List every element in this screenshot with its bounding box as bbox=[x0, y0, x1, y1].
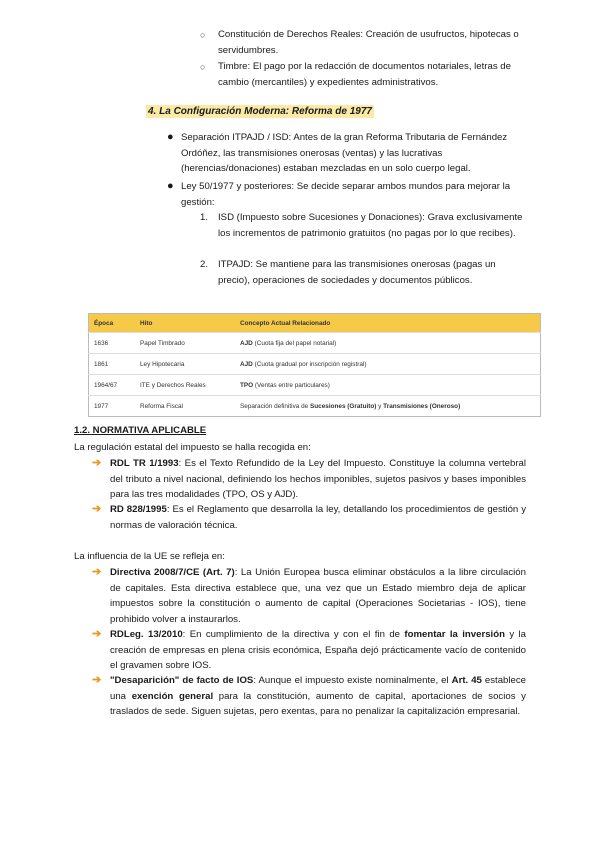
section-heading: 4. La Configuración Moderna: Reforma de 1977 bbox=[148, 106, 372, 117]
table-row: 1636 Papel Timbrado AJD (Cuota fija del papel notarial) bbox=[89, 333, 541, 354]
arrow-right-icon: ➔ bbox=[92, 503, 102, 515]
column-header: Concepto Actual Relacionado bbox=[235, 314, 541, 333]
list-item: ITPAJD: Se mantiene para las transmisiones onerosas (pagas un precio), operaciones de sociedades y documentos públicos. bbox=[218, 259, 496, 286]
circle-bullet-icon: ○ bbox=[200, 30, 206, 40]
table-row: 1977 Reforma Fiscal Separación definitiva de Sucesiones (Gratuito) y Transmisiones (Oneroso) bbox=[89, 396, 541, 417]
paragraph: La regulación estatal del impuesto se halla recogida en: bbox=[74, 442, 311, 453]
arrow-right-icon: ➔ bbox=[92, 628, 102, 640]
list-item: Directiva 2008/7/CE (Art. 7): La Unión Europea busca eliminar obstáculos a la libre circulación de capitales. Esta directiva establece que, una vez que un Estado miembro deja de aplicar impuestos sobre la constitución o aumento de capital (Operaciones Societarias - IOS), tiene prohibido volver a instaurarlos. bbox=[110, 567, 526, 625]
arrow-right-icon: ➔ bbox=[92, 457, 102, 469]
list-item: RDLeg. 13/2010: En cumplimiento de la directiva y con el fin de fomentar la inversión y la creación de empresas en plena crisis económica, España dejó prácticamente vacío de contenido el gravamen sobre IOS. bbox=[110, 629, 527, 671]
column-header: Hito bbox=[135, 314, 235, 333]
table-header-row bbox=[89, 314, 541, 333]
bullet-icon: ● bbox=[167, 131, 174, 143]
column-header: Época bbox=[89, 314, 136, 333]
arrow-right-icon: ➔ bbox=[92, 674, 102, 686]
list-item: Ley 50/1977 y posteriores: Se decide separar ambos mundos para mejorar la gestión: bbox=[181, 181, 511, 208]
list-item: Timbre: El pago por la redacción de documentos notariales, letras de cambio (mercantiles) y expedientes administrativos. bbox=[218, 61, 511, 88]
list-item: RD 828/1995: Es el Reglamento que desarrolla la ley, detallando los procedimientos de gestión y normas de valoración técnica. bbox=[110, 504, 527, 531]
paragraph: La influencia de la UE se refleja en: bbox=[74, 551, 225, 562]
table-row: 1964/67 ITE y Derechos Reales TPO (Ventas entre particulares) bbox=[89, 375, 541, 396]
list-item: ISD (Impuesto sobre Sucesiones y Donaciones): Grava exclusivamente los incrementos de patrimonio gratuitos (no pagas por lo que recibes). bbox=[218, 212, 523, 239]
list-number: 2. bbox=[200, 259, 209, 270]
table-row: 1861 Ley Hipotecaria AJD (Cuota gradual por inscripción registral) bbox=[89, 354, 541, 375]
arrow-right-icon: ➔ bbox=[92, 566, 102, 578]
list-number: 1. bbox=[200, 212, 209, 223]
bullet-icon: ● bbox=[167, 180, 174, 192]
list-item: RDL TR 1/1993: Es el Texto Refundido de la Ley del Impuesto. Constituye la columna vertebral del tributo a nivel nacional, definiendo los hechos imponibles, sujetos pasivos y bases imponibles para las tres modalidades (TPO, OS y AJD). bbox=[110, 458, 526, 500]
list-item: Constitución de Derechos Reales: Creación de usufructos, hipotecas o servidumbres. bbox=[218, 29, 519, 56]
list-item: "Desaparición" de facto de IOS: Aunque el impuesto existe nominalmente, el Art. 45 establece una exención general para la constitución, aumento de capital, aportaciones de socios y traslados de sede. Siguen sujetas, pero exentas, para no penalizar la capitalización empresarial. bbox=[110, 675, 526, 717]
list-item: Separación ITPAJD / ISD: Antes de la gran Reforma Tributaria de Fernández Ordóñez, las transmisiones onerosas (ventas) y las lucrativas (herencias/donaciones) estaban mezcladas en un solo cuerpo legal. bbox=[181, 132, 508, 174]
section-title: 1.2. NORMATIVA APLICABLE bbox=[74, 425, 207, 436]
circle-bullet-icon: ○ bbox=[200, 62, 206, 72]
epochs-table bbox=[88, 313, 541, 417]
